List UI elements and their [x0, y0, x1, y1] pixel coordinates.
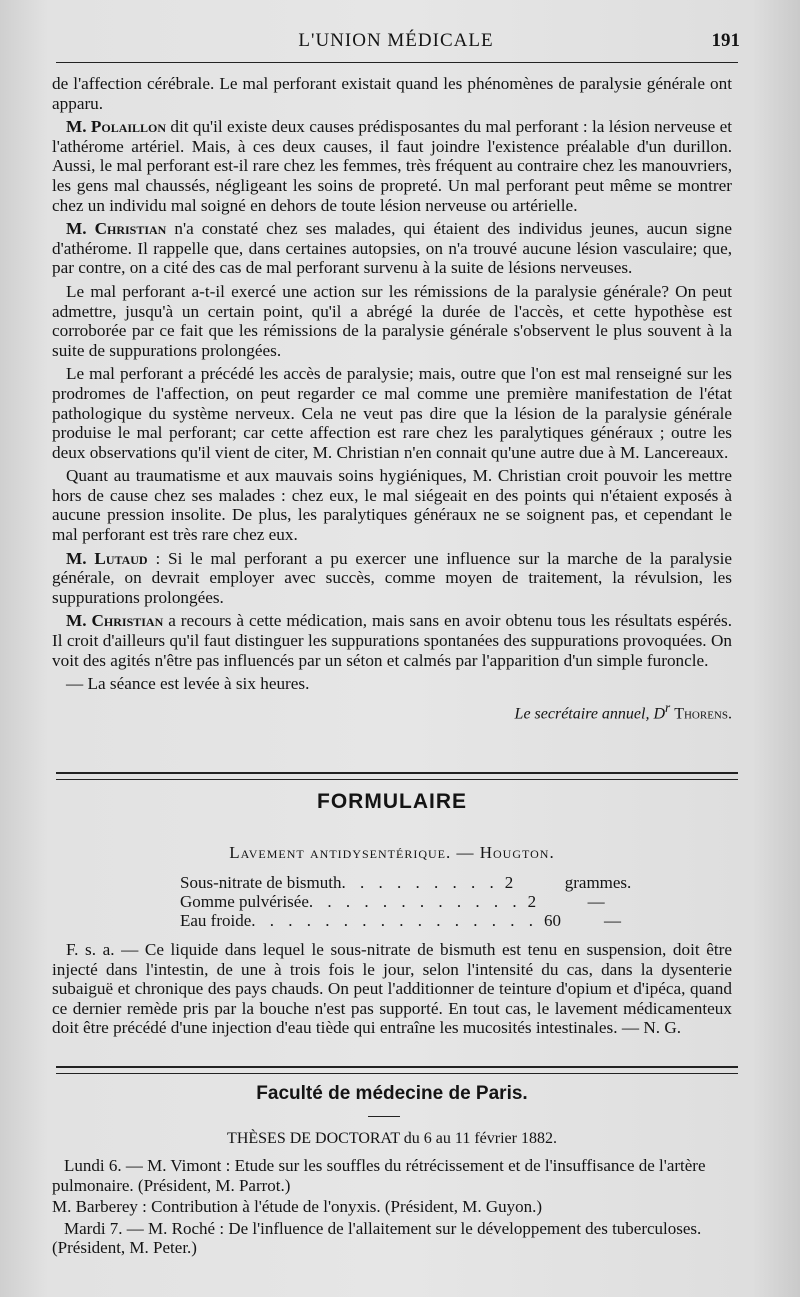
recipe-instructions-block [52, 940, 732, 1042]
signature-sup: r [665, 699, 671, 715]
formulaire-title: FORMULAIRE [317, 790, 467, 813]
leader-dots: . . . . . . . . . [341, 873, 499, 892]
speaker-name: M. Christian [66, 219, 167, 239]
header-rule [56, 62, 738, 63]
speaker-name: M. Christian [66, 611, 164, 631]
signature-name: Thorens. [674, 705, 732, 723]
faculte-title: Faculté de médecine de Paris. [256, 1083, 528, 1104]
ingredient-quantity: 2 [504, 873, 514, 892]
paragraph: Le mal perforant a précédé les accès de paralysie; mais, outre que l'on est mal renseigné sur les prodromes de l'affection, on peut regarder ce mal comme une première manifestation de l'état pathologique du système nerveux. Cela ne veut pas dire que la lésion de la paralysie générale produise le mal perforant; car cette affection est rare chez les paralytiques généraux ; outre les deux observations qu'il vient de citer, M. Christian n'en connait qu'une autre due à M. Lancereaux. [52, 364, 732, 462]
paragraph: Le mal perforant a-t-il exercé une action sur les rémissions de la paralysie générale? On peut admettre, jusqu'à un certain point, qu'il a abrégé la durée de l'accès, et cette hypothèse est corroborée par ce fait que les rémissions de la paralysie générale s'observent le plus souvent à la suite de suppurations prolongées. [52, 281, 732, 360]
ingredient-unit: grammes. [564, 873, 632, 892]
leader-dots: . . . . . . . . . . . . [308, 892, 522, 911]
ingredient-quantity: 60 [544, 911, 562, 930]
leader-dots: . . . . . . . . . . . . . . . . [251, 911, 539, 930]
page-header [52, 30, 740, 58]
paragraph [52, 611, 732, 670]
thesis-entry: Mardi 7. — M. Roché : De l'influence de l'allaitement sur le développement des tuberculoses. (Président, M. Peter.) [52, 1218, 702, 1258]
ingredient-quantity: 2 [527, 892, 537, 911]
paragraph-text: : Si le mal perforant a pu exercer une influence sur la marche de la paralysie générale, on devrait employer avec succès, comme moyen de traitement, la révulsion, les suppurations prolongées. [52, 548, 733, 607]
section-divider [56, 772, 738, 780]
thesis-entry: Lundi 6. — M. Vimont : Etude sur les souffles du rétrécissement et de l'insuffisance de l'artère pulmonaire. (Président, M. Parrot.) [52, 1156, 706, 1195]
section-divider [56, 1066, 738, 1074]
ingredient-name: Eau froide [180, 911, 252, 930]
speaker-name: M. Lutaud [66, 548, 148, 568]
signature-prefix: Le secrétaire annuel, D [514, 705, 666, 723]
theses-list [52, 1156, 732, 1260]
closing-line: — La séance est levée à six heures. [66, 674, 310, 694]
ingredient-name: Gomme pulvérisée [180, 892, 309, 911]
paragraph [52, 549, 732, 608]
ingredient-unit: — [587, 892, 605, 911]
paragraph [52, 117, 732, 215]
ingredient-row [180, 911, 622, 930]
recipe-title: Lavement antidysentérique. — Hougton. [229, 843, 555, 862]
paragraph: Quant au traumatisme et aux mauvais soins hygiéniques, M. Christian croit pouvoir les mettre hors de cause chez ses malades : chez eux, le mal siégeait en des points qui n'étaient exposés à aucune pression insolite. De plus, les paralytiques généraux ne se soignent pas, et cependant le mal perforant est très rare chez eux. [52, 466, 732, 545]
theses-title: THÈSES DE DOCTORAT du 6 au 11 février 1882. [227, 1130, 557, 1147]
paragraph-text: n'a constaté chez ses malades, qui étaient des individus jeunes, aucun signe d'athérome. Il rappelle que, dans certaines autopsies, on n'a trouvé aucune lésion vasculaire; que, par contre, on a cité des cas de mal perforant survenu à la suite de lésions nerveuses. [52, 219, 732, 278]
speaker-name: M. Polaillon [66, 117, 167, 137]
discussion-text [52, 74, 732, 724]
paragraph [52, 219, 732, 278]
paragraph-text: a recours à cette médication, mais sans en avoir obtenu tous les résultats espérés. Il croit d'ailleurs qu'il faut distinguer les suppurations spontanées des suppurations provoquées. On voit des agités n'être pas influencés par un séton et calmés par l'apparition d'un simple furoncle. [52, 611, 732, 670]
running-title: L'UNION MÉDICALE [298, 30, 494, 51]
ingredient-row [180, 873, 632, 892]
paragraph-text: dit qu'il existe deux causes prédisposantes du mal perforant : la lésion nerveuse et l'athérome artériel. Mais, à ces deux causes, il faut joindre l'existence préalable d'un durillon. Aussi, le mal perforant est-il rare chez les femmes, très fréquent au contraire chez les manouvriers, les gens mal chaussés, négligeant les soins de propreté. Un mal perforant peut même se montrer chez un individu mal soigné en dehors de toute lésion nerveuse ou artérielle. [52, 117, 732, 215]
thesis-entry: M. Barberey : Contribution à l'étude de l'onyxis. (Président, M. Guyon.) [52, 1197, 543, 1217]
ingredient-row [180, 892, 605, 911]
ingredient-name: Sous-nitrate de bismuth [180, 873, 342, 892]
recipe-ingredients [180, 873, 632, 930]
short-divider [368, 1116, 400, 1117]
ingredient-unit: — [604, 911, 622, 930]
recipe-instructions: F. s. a. — Ce liquide dans lequel le sous-nitrate de bismuth est tenu en suspension, doit être injecté dans l'intestin, de une à trois fois le jour, selon l'intensité du cas, dans la dysenterie subaiguë et chronique des pays chauds. On peut l'additionner de teinture d'opium et d'ipéca, quand ce dernier remède pris par la bouche n'est pas supporté. En tout cas, le lavement médicamenteux doit être précédé d'une injection d'eau tiède qui entraîne les mucosités intestinales. — N. G. [52, 940, 732, 1038]
paragraph: de l'affection cérébrale. Le mal perforant existait quand les phénomènes de paralysie générale ont apparu. [52, 74, 732, 113]
page-number: 191 [711, 30, 740, 51]
signature [52, 698, 732, 724]
